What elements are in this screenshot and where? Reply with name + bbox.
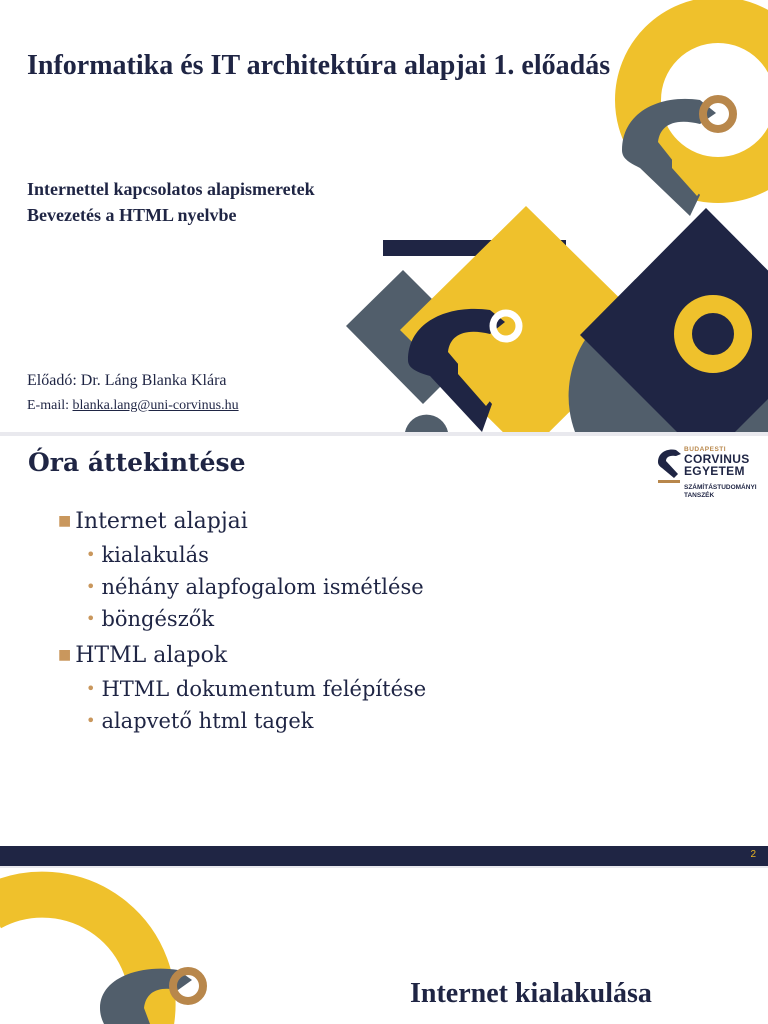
agenda-group (58, 640, 426, 738)
agenda-subitem-label: alapvető html tagek (101, 709, 314, 733)
logo-city: BUDAPESTI (684, 446, 727, 453)
overview-slide (0, 436, 768, 866)
dot-bullet-icon: • (86, 609, 96, 628)
agenda-subitem (58, 540, 426, 572)
subtitle-line: Internettel kapcsolatos alapismeretek (27, 179, 315, 199)
title-slide (0, 0, 768, 432)
logo-wordmark (684, 446, 750, 477)
logo-dept-line: TANSZÉK (684, 492, 715, 499)
agenda-subitem (58, 706, 426, 738)
dot-bullet-icon: • (86, 711, 96, 730)
dot-bullet-icon: • (86, 679, 96, 698)
square-bullet-icon: ■ (58, 647, 72, 663)
presenter-email (27, 398, 239, 414)
dot-bullet-icon: • (86, 577, 96, 596)
agenda-subitem (58, 674, 426, 706)
page-number: 2 (750, 849, 756, 860)
section-slide (0, 868, 768, 1024)
corvinus-raven-logo-icon (656, 446, 684, 486)
email-label: E-mail: (27, 398, 73, 413)
agenda-subitem-label: néhány alapfogalom ismétlése (101, 575, 424, 599)
presentation-subtitle (27, 176, 447, 228)
dot-bullet-icon: • (86, 545, 96, 564)
agenda-item-label: Internet alapjai (75, 509, 248, 534)
slide-footer-bar (0, 846, 768, 866)
email-link[interactable]: blanka.lang@uni-corvinus.hu (72, 398, 239, 413)
agenda-list (58, 504, 426, 742)
agenda-subitem-label: kialakulás (101, 543, 209, 567)
agenda-item-label: HTML alapok (75, 643, 228, 668)
slate-small-arc-shape (405, 415, 448, 432)
presenter-name: Előadó: Dr. Láng Blanka Klára (27, 372, 227, 389)
logo-department (684, 484, 757, 500)
agenda-subitem (58, 604, 426, 636)
corvinus-logo (656, 440, 766, 504)
logo-line: EGYETEM (684, 464, 745, 478)
agenda-subitem-label: HTML dokumentum felépítése (101, 677, 427, 701)
slide-title: Internet kialakulása (410, 978, 652, 1009)
presentation-title: Informatika és IT architektúra alapjai 1. előadás (27, 50, 611, 81)
square-bullet-icon: ■ (58, 513, 72, 529)
decorative-geometric-artwork (0, 868, 768, 1024)
logo-dept-line: SZÁMÍTÁSTUDOMÁNYI (684, 484, 757, 491)
subtitle-line: Bevezetés a HTML nyelvbe (27, 205, 237, 225)
agenda-item (58, 506, 426, 540)
agenda-subitem (58, 572, 426, 604)
logo-line: CORVINUS (684, 452, 750, 466)
slide-title: Óra áttekintése (28, 448, 246, 477)
agenda-group (58, 506, 426, 636)
agenda-subitem-label: böngészők (101, 607, 215, 631)
agenda-item (58, 640, 426, 674)
